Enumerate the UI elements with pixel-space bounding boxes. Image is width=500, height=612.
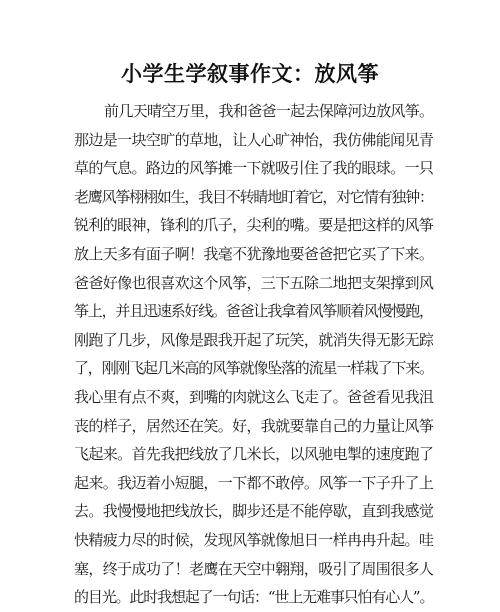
essay-line: 起来。我迈着小短腿，一下都不敢停。风筝一下子升了上 <box>74 473 434 492</box>
essay-line: 我心里有点不爽，到嘴的肉就这么飞走了。爸爸看见我沮 <box>74 387 434 406</box>
essay-line: 老鹰风筝栩栩如生，我目不转睛地盯着它，对它情有独钟： <box>74 187 433 206</box>
essay-line: 锐利的眼神，锋利的爪子，尖利的嘴。要是把这样的风筝 <box>74 216 434 235</box>
essay-title: 小学生学叙事作文：放风筝 <box>121 62 379 86</box>
essay-line: 那边是一块空旷的草地，让人心旷神怡，我仿佛能闻见青 <box>74 130 434 149</box>
essay-line: 前几天晴空万里，我和爸爸一起去保障河边放风筝。 <box>104 102 434 120</box>
essay-line: 草的气息。路边的风筝摊一下就吸引住了我的眼球。一只 <box>74 159 434 178</box>
essay-line: 的目光。此时我想起了一句话：“世上无难事只怕有心人”。 <box>74 588 434 607</box>
essay-line: 了，刚刚飞起几米高的风筝就像坠落的流星一样栽了下来。 <box>74 359 433 378</box>
essay-line: 快精疲力尽的时候，发现风筝就像旭日一样冉冉升起。哇 <box>74 530 434 549</box>
essay-line: 丧的样子，居然还在笑。好，我就要靠自己的力量让风筝 <box>74 416 434 435</box>
essay-line: 飞起来。首先我把线放了几米长，以风驰电掣的速度跑了 <box>74 445 434 464</box>
essay-line: 去。我慢慢地把线放长，脚步还是不能停歇，直到我感觉 <box>74 502 434 521</box>
essay-line: 塞，终于成功了！老鹰在天空中翱翔，吸引了周围很多人 <box>74 559 434 578</box>
essay-line: 放上天多有面子啊！我毫不犹豫地要爸爸把它买了下来。 <box>74 244 434 263</box>
essay-line: 爸爸好像也很喜欢这个风筝，三下五除二地把支架撑到风 <box>74 273 434 292</box>
essay-line: 筝上，并且迅速系好线。爸爸让我拿着风筝顺着风慢慢跑， <box>74 302 433 321</box>
essay-body <box>74 97 434 612</box>
essay-line: 刚跑了几步，风像是跟我开起了玩笑，就消失得无影无踪 <box>74 330 434 349</box>
